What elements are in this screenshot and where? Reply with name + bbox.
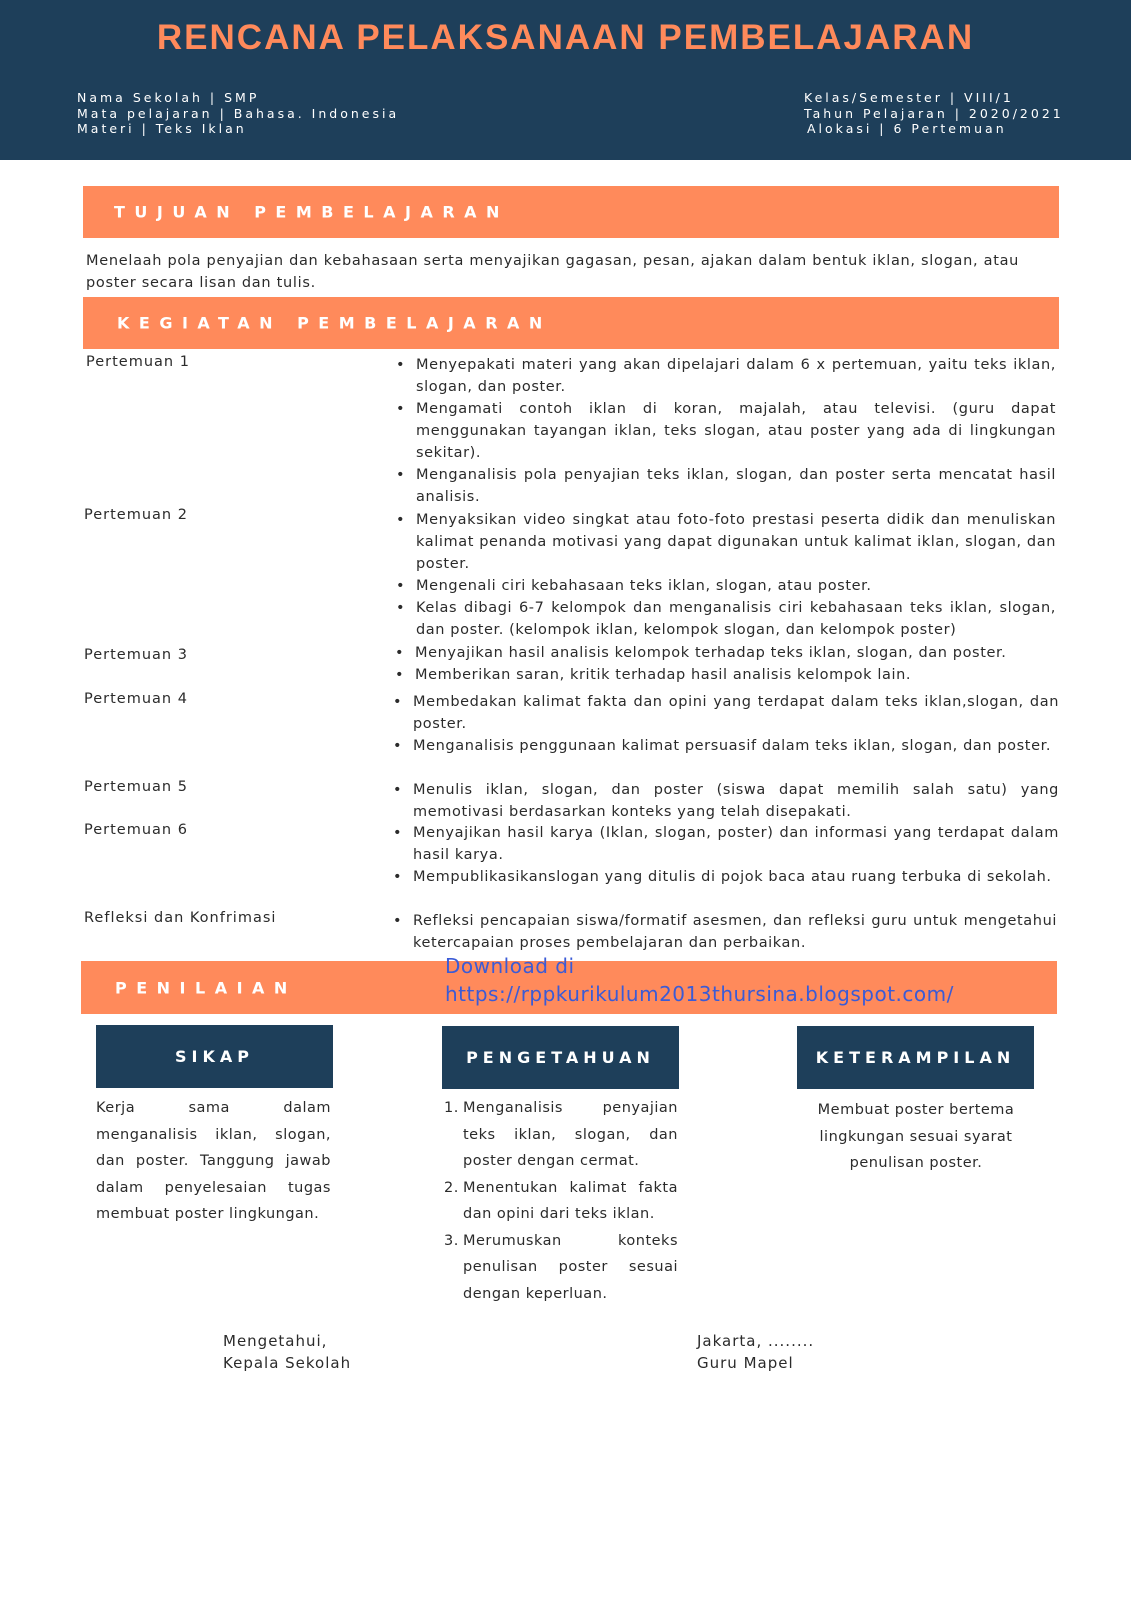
teacher-title: Guru Mapel [697, 1354, 794, 1372]
list-item [446, 1095, 678, 1175]
place-date: Jakarta, ........ [697, 1332, 815, 1350]
tujuan-heading: TUJUAN PEMBELAJARAN [114, 202, 509, 222]
list-item: • Refleksi pencapaian siswa/formatif asesmen, dan refleksi guru untuk mengetahui ketercapaian proses pembelajaran dan perbaikan. [393, 910, 1057, 954]
signature-principal [223, 1330, 351, 1374]
kegiatan-section-bar [83, 297, 1059, 349]
list-item: • Memberikan saran, kritik terhadap hasil analisis kelompok lain. [395, 664, 1057, 686]
session-1-list [396, 354, 1056, 508]
school-year: Tahun Pelajaran | 2020/2021 [804, 105, 1064, 121]
time-allocation: Alokasi | 6 Pertemuan [807, 121, 1007, 136]
session-6-list [393, 822, 1059, 888]
material: Materi | Teks Iklan [77, 121, 247, 136]
session-3-label: Pertemuan 3 [84, 647, 188, 663]
list-item: • Menyaksikan video singkat atau foto-foto prestasi peserta didik dan menuliskan kalimat penanda motivasi yang dapat digunakan untuk kalimat iklan, slogan, dan poster. [396, 509, 1056, 575]
list-item: • Menyajikan hasil karya (Iklan, slogan, poster) dan informasi yang terdapat dalam hasil karya. [393, 822, 1059, 866]
tujuan-text: Menelaah pola penyajian dan kebahasaan serta menyajikan gagasan, pesan, ajakan dalam bentuk iklan, slogan, atau poster secara lisan dan tulis. [86, 253, 1020, 291]
session-2-label: Pertemuan 2 [84, 507, 188, 523]
list-item: • Membedakan kalimat fakta dan opini yang terdapat dalam teks iklan,slogan, dan poster. [393, 691, 1059, 735]
list-item: • Menganalisis pola penyajian teks iklan, slogan, dan poster serta mencatat hasil analisis. [396, 464, 1056, 508]
keterampilan-text: Membuat poster bertema lingkungan sesuai syarat penulisan poster. [817, 1102, 1015, 1171]
list-item: • Mengenali ciri kebahasaan teks iklan, slogan, atau poster. [396, 575, 1056, 597]
kegiatan-heading: KEGIATAN PEMBELAJARAN [117, 313, 552, 333]
principal-title: Kepala Sekolah [223, 1354, 352, 1372]
list-item: • Mempublikasikanslogan yang ditulis di pojok baca atau ruang terbuka di sekolah. [393, 866, 1059, 888]
acknowledged-label: Mengetahui, [223, 1332, 328, 1350]
session-6-label: Pertemuan 6 [84, 822, 188, 838]
penilaian-heading: PENILAIAN [115, 978, 297, 997]
pengetahuan-list [446, 1095, 678, 1307]
list-item: • Mengamati contoh iklan di koran, majalah, atau televisi. (guru dapat menggunakan tayangan iklan, teks slogan, atau poster yang ada di lingkungan sekitar). [396, 398, 1056, 464]
item-text: Menganalisis penyajian teks iklan, slogan, dan poster dengan cermat. [463, 1100, 678, 1169]
download-watermark [445, 952, 954, 1008]
refleksi-label: Refleksi dan Konfrimasi [84, 910, 277, 926]
pengetahuan-heading: PENGETAHUAN [442, 1026, 679, 1089]
session-4-label: Pertemuan 4 [84, 691, 188, 707]
page-header [0, 0, 1131, 160]
refleksi-list [393, 910, 1057, 954]
item-text: Menentukan kalimat fakta dan opini dari teks iklan. [463, 1179, 678, 1222]
session-3-list [395, 642, 1057, 686]
page-title: RENCANA PELAKSANAAN PEMBELAJARAN [156, 18, 975, 57]
session-5-label: Pertemuan 5 [84, 779, 188, 795]
list-item: • Menulis iklan, slogan, dan poster (siswa dapat memilih salah satu) yang memotivasi berdasarkan konteks yang telah disepakati. [393, 779, 1059, 823]
watermark-url: https://rppkurikulum2013thursina.blogspot.com/ [445, 982, 954, 1006]
session-1-label: Pertemuan 1 [86, 354, 190, 370]
item-number: 2. [444, 1179, 459, 1196]
list-item [446, 1175, 678, 1228]
list-item [446, 1228, 678, 1308]
watermark-label: Download di [445, 954, 575, 978]
school-name: Nama Sekolah | SMP [77, 90, 260, 105]
list-item: • Kelas dibagi 6-7 kelompok dan menganalisis ciri kebahasaan teks iklan, slogan, dan poster. (kelompok iklan, kelompok slogan, dan kelompok poster) [396, 597, 1056, 641]
subject: Mata pelajaran | Bahasa. Indonesia [77, 105, 400, 121]
list-item: • Menganalisis penggunaan kalimat persuasif dalam teks iklan, slogan, dan poster. [393, 735, 1059, 757]
session-2-list [396, 509, 1056, 641]
keterampilan-heading: KETERAMPILAN [797, 1026, 1034, 1089]
item-text: Merumuskan konteks penulisan poster sesuai dengan keperluan. [463, 1232, 678, 1302]
sikap-text: Kerja sama dalam menganalisis iklan, slogan, dan poster. Tanggung jawab dalam penyelesaian tugas membuat poster lingkungan. [96, 1100, 331, 1222]
tujuan-section-bar [83, 186, 1059, 238]
item-number: 1. [444, 1100, 459, 1116]
item-number: 3. [444, 1232, 459, 1249]
school-info [77, 90, 399, 137]
sikap-heading: SIKAP [96, 1025, 333, 1088]
list-item: • Menyajikan hasil analisis kelompok terhadap teks iklan, slogan, dan poster. [395, 642, 1057, 664]
signature-teacher [697, 1330, 814, 1374]
session-5-list [393, 779, 1059, 823]
class-semester: Kelas/Semester | VIII/1 [804, 90, 1014, 105]
class-info [804, 90, 1064, 137]
session-4-list [393, 691, 1059, 757]
list-item: • Menyepakati materi yang akan dipelajari dalam 6 x pertemuan, yaitu teks iklan, slogan, dan poster. [396, 354, 1056, 398]
